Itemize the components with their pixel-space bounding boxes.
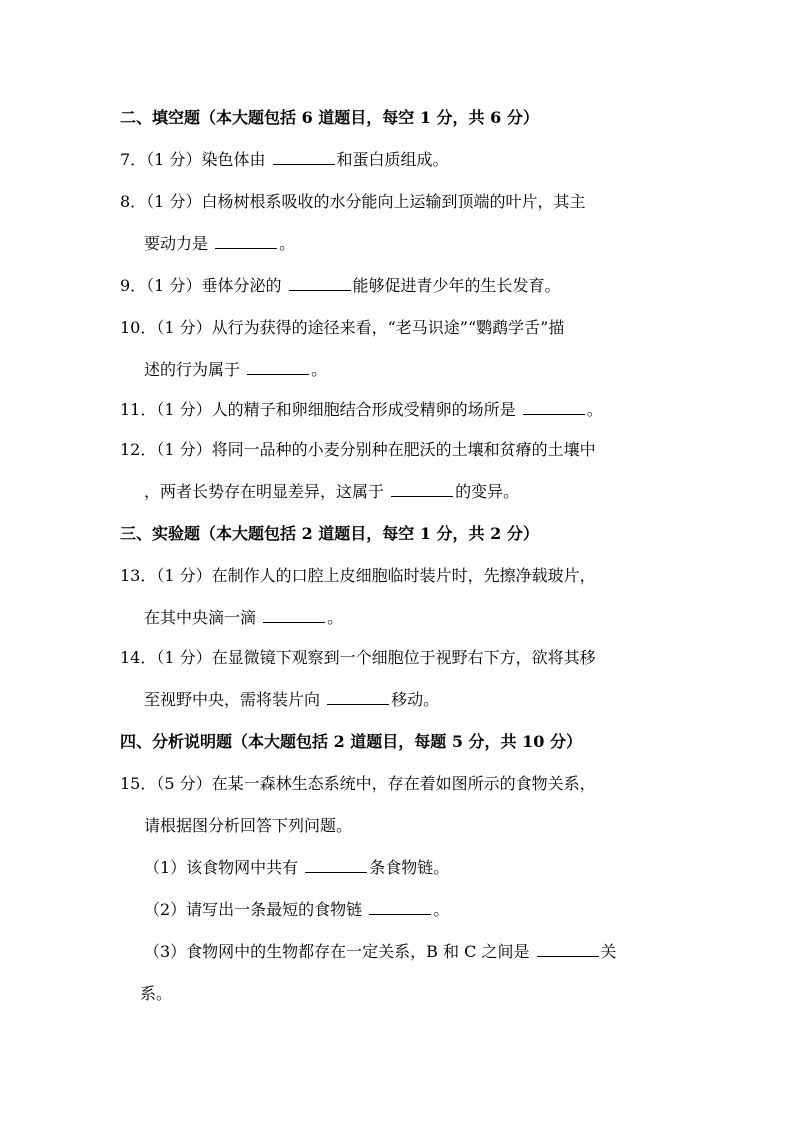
question-text: 。	[433, 900, 450, 919]
question-text: 的变异。	[455, 482, 520, 501]
question-10-line-2	[144, 360, 327, 380]
question-13-line-1	[120, 566, 596, 586]
question-14-line-1	[120, 648, 596, 668]
answer-blank	[537, 942, 599, 957]
answer-blank	[273, 150, 335, 165]
section-heading-experiment	[120, 524, 539, 544]
question-text: 11．（1 分）人的精子和卵细胞结合形成受精卵的场所是	[120, 400, 521, 419]
question-15-line-1	[120, 774, 596, 794]
question-text: ，两者长势存在明显差异，这属于	[144, 482, 390, 501]
heading-text: 二、填空题（本大题包括 6 道题目，每空 1 分，共 6 分）	[120, 108, 539, 127]
question-11	[120, 400, 603, 420]
question-text: 。	[586, 400, 603, 419]
question-text: 13．（1 分）在制作人的口腔上皮细胞临时装片时，先擦净载玻片，	[120, 566, 596, 585]
question-14-line-2	[144, 690, 439, 710]
question-15-sub-1	[144, 858, 449, 878]
question-15-sub-3	[144, 942, 617, 962]
question-8-line-2	[144, 234, 295, 254]
answer-blank	[523, 400, 585, 415]
question-text: 12．（1 分）将同一品种的小麦分别种在肥沃的土壤和贫瘠的土壤中	[120, 440, 596, 459]
question-15-sub-3-cont	[140, 984, 172, 1004]
question-text: 14．（1 分）在显微镜下观察到一个细胞位于视野右下方，欲将其移	[120, 648, 596, 667]
answer-blank	[391, 482, 453, 497]
question-text: 移动。	[391, 690, 440, 709]
question-text: 系。	[140, 984, 173, 1003]
question-text: 至视野中央，需将装片向	[144, 690, 326, 709]
question-9	[120, 276, 561, 296]
answer-blank	[305, 858, 367, 873]
question-text: 能够促进青少年的生长发育。	[352, 276, 561, 295]
question-text: 。	[327, 608, 344, 627]
question-text: （2）请写出一条最短的食物链	[144, 900, 368, 919]
question-10-line-1	[120, 318, 564, 338]
question-text: 要动力是	[144, 234, 214, 253]
question-text: 条食物链。	[369, 858, 450, 877]
question-text: （3）食物网中的生物都存在一定关系，B 和 C 之间是	[144, 942, 535, 961]
question-15-sub-2	[144, 900, 449, 920]
heading-text: 三、实验题（本大题包括 2 道题目，每空 1 分，共 2 分）	[120, 524, 539, 543]
section-heading-fill-in	[120, 108, 539, 128]
question-text: 述的行为属于	[144, 360, 246, 379]
answer-blank	[263, 608, 325, 623]
question-text: （1）该食物网中共有	[144, 858, 304, 877]
question-text: 8．（1 分）白杨树根系吸收的水分能向上运输到顶端的叶片，其主	[120, 192, 586, 211]
question-7	[120, 150, 449, 170]
question-text: 。	[311, 360, 328, 379]
question-8-line-1	[120, 192, 585, 212]
question-text: 在其中央滴一滴	[144, 608, 262, 627]
question-text: 。	[279, 234, 296, 253]
question-text: 请根据图分析回答下列问题。	[144, 816, 353, 835]
question-text: 15．（5 分）在某一森林生态系统中，存在着如图所示的食物关系，	[120, 774, 596, 793]
section-heading-analysis	[120, 732, 582, 752]
question-12-line-1	[120, 440, 596, 460]
answer-blank	[289, 276, 351, 291]
question-13-line-2	[144, 608, 343, 628]
question-15-line-2	[144, 816, 352, 836]
question-text: 和蛋白质组成。	[336, 150, 449, 169]
question-text: 9．（1 分）垂体分泌的	[120, 276, 287, 295]
answer-blank	[247, 360, 309, 375]
answer-blank	[369, 900, 431, 915]
question-text: 10．（1 分）从行为获得的途径来看，“老马识途”“鹦鹉学舌”描	[120, 318, 565, 337]
answer-blank	[327, 690, 389, 705]
question-text: 7．（1 分）染色体由	[120, 150, 271, 169]
heading-text: 四、分析说明题（本大题包括 2 道题目，每题 5 分，共 10 分）	[120, 732, 582, 751]
question-text: 关	[600, 942, 617, 961]
answer-blank	[215, 234, 277, 249]
question-12-line-2	[144, 482, 519, 502]
